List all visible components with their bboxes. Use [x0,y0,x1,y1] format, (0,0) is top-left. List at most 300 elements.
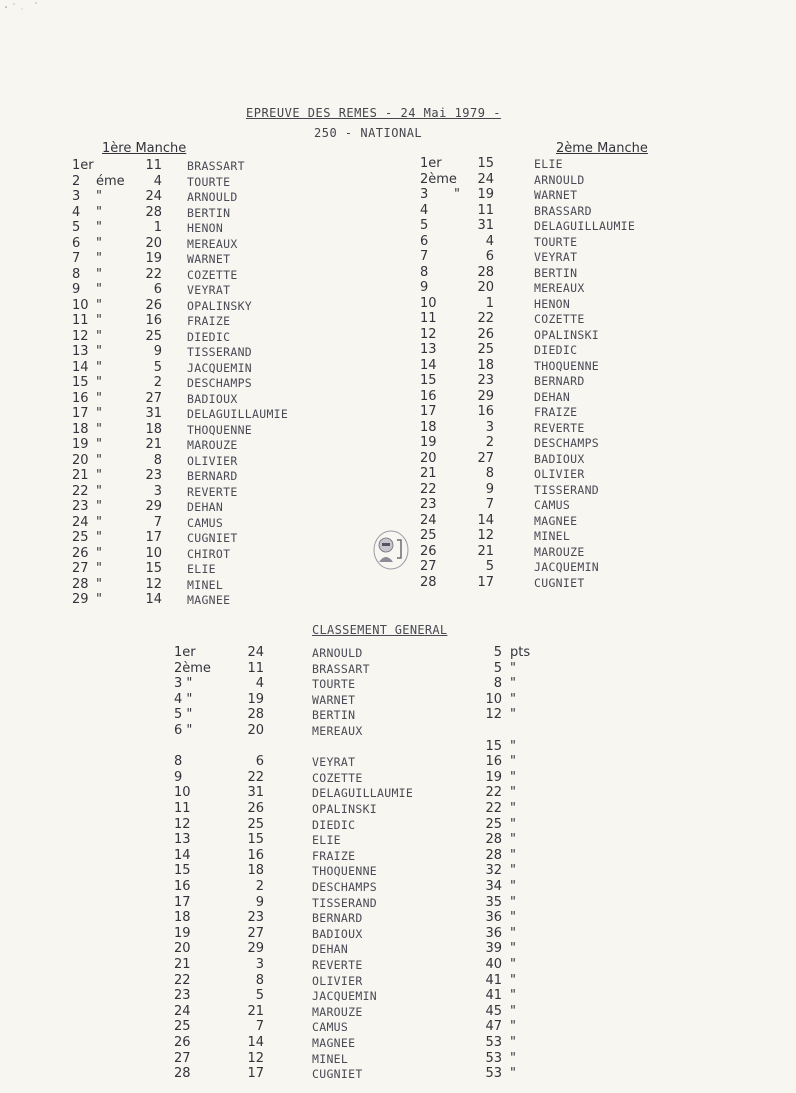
competitor-name: DIEDIC [534,343,578,357]
competitor-name: TISSERAND [187,345,253,359]
rank: 6 [72,235,81,251]
points-value: 39 [485,941,502,957]
competitor-name: JACQUEMIN [187,360,253,375]
points-unit: " [510,1035,516,1050]
competitor-name: ELIE [312,833,341,848]
competitor-number: 24 [145,189,162,204]
competitor-name: ARNOULD [187,190,238,204]
competitor-number: 2 [255,879,264,894]
points-unit: " [510,879,516,894]
points-value: 40 [485,957,502,972]
competitor-number: 17 [145,530,162,545]
competitor-name: HENON [187,221,224,235]
points-unit: " [510,988,516,1004]
competitor-number: 12 [477,528,494,543]
competitor-number: 3 [153,483,162,499]
competitor-number: 5 [153,359,162,375]
competitor-number: 4 [153,173,162,189]
competitor-name: MEREAUX [312,724,363,738]
rank: 19 [420,435,437,450]
competitor-name: TOURTE [187,174,231,189]
points-value: 28 [485,847,502,863]
competitor-name: REVERTE [534,420,585,435]
rank: 3 [72,189,81,204]
competitor-number: 26 [247,801,264,816]
general-heading: CLASSEMENT GENERAL [312,623,448,637]
competitor-name: COZETTE [187,267,238,282]
rank: 28 [72,576,89,592]
rank: 15 [174,863,191,879]
competitor-name: ARNOULD [312,646,363,660]
rank-mark: " [96,406,102,421]
competitor-number: 15 [145,561,162,576]
competitor-number: 9 [153,344,162,359]
competitor-name: MINEL [187,577,224,592]
rank: 17 [72,406,89,421]
rank: 10 [420,295,437,311]
competitor-number: 1 [485,295,494,311]
rank-mark: " [96,545,102,561]
competitor-name: BERNARD [534,374,585,388]
rank: 7 [420,249,429,264]
competitor-number: 22 [145,266,162,282]
rank: 20 [420,450,437,466]
rank: 14 [420,357,437,373]
rank-mark: éme [96,173,125,189]
rank: 27 [72,561,89,576]
rank: 6 [420,233,429,249]
points-unit: " [510,910,516,926]
rank: 16 [72,390,89,406]
competitor-number: 23 [477,373,494,388]
page-title: EPREUVE DES REMES - 24 Mai 1979 - [246,106,501,120]
competitor-number: 1 [153,220,162,235]
competitor-number: 5 [255,988,264,1004]
competitor-name: JACQUEMIN [534,560,600,574]
rank: 12 [174,816,191,832]
rank: 11 [420,311,437,326]
competitor-number: 18 [477,357,494,373]
competitor-number: 3 [255,957,264,972]
competitor-name: CUGNIET [312,1067,363,1082]
competitor-name: DIEDIC [312,817,356,832]
competitor-name: MAGNEE [187,593,231,607]
points-value: 45 [485,1003,502,1019]
competitor-name: HENON [534,296,571,311]
competitor-number: 21 [145,437,162,452]
rank-mark: " [96,266,102,282]
rank: 20 [72,452,89,468]
competitor-name: MINEL [534,529,571,543]
rank: 10 [72,297,89,313]
competitor-name: TOURTE [312,677,356,692]
competitor-name: DIEDIC [187,329,231,344]
points-unit: " [510,691,516,707]
competitor-name: FRAIZE [534,405,578,419]
points-unit: " [510,769,516,785]
rank: 25 [174,1019,191,1035]
competitor-name: BADIOUX [187,391,238,406]
competitor-name: DELAGUILLAUMIE [312,786,414,801]
competitor-name: REVERTE [312,958,363,972]
rank: 19 [72,437,89,452]
rank-mark: " [96,390,102,406]
competitor-name: MAROUZE [312,1004,363,1019]
competitor-name: THOQUENNE [312,864,378,879]
competitor-number: 16 [247,847,264,863]
rank: 28 [174,1066,191,1082]
competitor-number: 19 [145,251,162,266]
competitor-name: BRASSART [312,661,370,676]
rank: 22 [174,972,191,988]
points-unit: pts [510,645,531,660]
competitor-name: MAGNEE [534,513,578,528]
rank: 8 [72,266,81,282]
competitor-number: 31 [477,218,494,233]
competitor-number: 4 [485,233,494,249]
rank-mark: " [96,282,102,297]
rank-mark: " [96,483,102,499]
points-value: 36 [485,910,502,926]
rank-mark: " [96,235,102,251]
competitor-name: THOQUENNE [187,422,253,437]
rank: 9 [420,280,429,295]
stamp-logo [371,528,411,572]
competitor-number: 4 [255,676,264,692]
competitor-number: 31 [247,785,264,801]
competitor-number: 16 [477,404,494,419]
competitor-name: MAGNEE [312,1036,356,1050]
points-unit: " [510,894,516,910]
competitor-name: DELAGUILLAUMIE [187,407,289,421]
rank: 21 [72,468,89,483]
rank-mark: " [96,251,102,266]
competitor-number: 14 [477,512,494,528]
competitor-name: BADIOUX [534,451,585,466]
rank: 5 [72,220,81,235]
points-value: 8 [493,676,502,692]
competitor-number: 15 [477,156,494,171]
points-value: 5 [493,645,502,660]
rank: 24 [72,514,89,530]
points-value: 32 [485,863,502,879]
points-value: 41 [485,988,502,1004]
rank: 25 [72,530,89,545]
rank-mark: " [96,530,102,545]
competitor-number: 5 [485,559,494,574]
points-unit: " [510,832,516,848]
rank: 1er [72,158,94,173]
points-unit: " [510,676,516,692]
competitor-name: VEYRAT [312,755,356,770]
competitor-name: CAMUS [534,498,571,512]
competitor-name: BERNARD [312,911,363,926]
competitor-name: CUGNIET [187,531,238,545]
rank: 20 [174,941,191,957]
rank: 5 " [174,707,193,723]
competitor-name: BERTIN [312,708,356,723]
rank: 9 [72,282,81,297]
rank: 1er [174,645,196,660]
manche1-heading: 1ère Manche [102,141,187,156]
points-unit: " [510,847,516,863]
competitor-number: 27 [145,390,162,406]
rank: 17 [174,894,191,910]
points-value: 34 [485,879,502,894]
manche2-heading: 2ème Manche [556,141,648,156]
competitor-name: FRAIZE [312,848,356,863]
rank-mark: " [96,328,102,344]
rank: 12 [420,326,437,342]
competitor-number: 24 [477,171,494,187]
rank: 17 [420,404,437,419]
competitor-name: BRASSART [187,159,245,173]
rank-mark: " [96,561,102,576]
rank-mark: " [96,468,102,483]
rank-mark: " [96,452,102,468]
competitor-name: CAMUS [312,1020,349,1035]
competitor-number: 14 [145,592,162,607]
competitor-number: 28 [247,707,264,723]
points-unit: " [510,863,516,879]
points-unit: " [510,801,516,816]
rank: 10 [174,785,191,801]
competitor-name: MEREAUX [187,236,238,251]
rank: 16 [174,879,191,894]
rank-mark: " [96,344,102,359]
competitor-name: BERTIN [534,265,578,280]
competitor-name: JACQUEMIN [312,989,378,1004]
rank-mark: " [96,421,102,437]
rank: 2 [72,173,81,189]
competitor-number: 11 [247,660,264,676]
competitor-name: COZETTE [534,312,585,326]
rank: 27 [174,1050,191,1066]
competitor-number: 19 [477,187,494,202]
competitor-name: OPALINSKI [534,327,600,342]
rank: 23 [420,497,437,512]
rank-mark: " [96,359,102,375]
competitor-name: DEHAN [534,389,571,404]
competitor-name: MINEL [312,1051,349,1066]
points-value: 53 [485,1035,502,1050]
competitor-number: 19 [247,691,264,707]
rank: 22 [420,481,437,497]
competitor-number: 27 [477,450,494,466]
competitor-number: 2 [485,435,494,450]
competitor-number: 17 [477,574,494,590]
competitor-name: DEHAN [187,500,224,514]
rank: 28 [420,574,437,590]
points-value: 10 [485,691,502,707]
points-unit: " [510,972,516,988]
rank: 11 [174,801,191,816]
competitor-name: VEYRAT [187,283,231,297]
points-unit: " [510,816,516,832]
points-value: 28 [485,832,502,848]
rank: 2ème [174,660,211,676]
rank: 4 [72,204,81,220]
competitor-number: 26 [477,326,494,342]
points-unit: " [510,1066,516,1082]
competitor-name: DESCHAMPS [534,436,600,450]
competitor-name: FRAIZE [187,314,231,328]
competitor-name: WARNET [534,188,578,202]
rank: 25 [420,528,437,543]
rank: 24 [174,1003,191,1019]
competitor-number: 12 [145,576,162,592]
competitor-name: OLIVIER [534,467,585,481]
competitor-name: CAMUS [187,515,224,530]
competitor-number: 28 [477,264,494,280]
rank: 26 [174,1035,191,1050]
competitor-number: 22 [477,311,494,326]
competitor-number: 31 [145,406,162,421]
points-unit: " [510,925,516,941]
competitor-name: OPALINSKY [187,298,253,313]
competitor-name: MAROUZE [534,544,585,559]
competitor-number: 24 [247,645,264,660]
competitor-name: TOURTE [534,234,578,249]
competitor-number: 8 [485,466,494,481]
rank-mark: " [96,297,102,313]
page-subtitle: 250 - NATIONAL [314,126,423,140]
competitor-number: 21 [247,1003,264,1019]
competitor-number: 22 [247,769,264,785]
competitor-number: 23 [247,910,264,926]
competitor-number: 7 [485,497,494,512]
rank: 26 [72,545,89,561]
competitor-name: CUGNIET [534,575,585,590]
competitor-name: MAROUZE [187,438,238,452]
competitor-number: 21 [477,543,494,559]
competitor-name: WARNET [187,252,231,266]
competitor-number: 17 [247,1066,264,1082]
competitor-number: 27 [247,925,264,941]
rank: 3 [420,187,429,202]
points-value: 12 [485,707,502,723]
rank: 2ème [420,171,457,187]
rank: 29 [72,592,89,607]
competitor-name: VEYRAT [534,250,578,264]
rank: 11 [72,313,89,328]
rank: 22 [72,483,89,499]
rank: 18 [72,421,89,437]
rank: 12 [72,328,89,344]
competitor-name: MEREAUX [534,281,585,295]
rank: 4 [420,202,429,218]
points-value: 53 [485,1066,502,1082]
points-value: 36 [485,925,502,941]
rank: 13 [174,832,191,848]
rank-mark: " [96,204,102,220]
competitor-name: BERNARD [187,469,238,483]
rank-mark: " [96,576,102,592]
rank: 9 [174,769,183,785]
competitor-name: ELIE [534,157,563,171]
competitor-name: OPALINSKI [312,802,378,816]
rank-mark: " [96,514,102,530]
rank-mark: " [96,499,102,514]
competitor-number: 25 [145,328,162,344]
competitor-number: 2 [153,375,162,390]
competitor-name: WARNET [312,692,356,707]
rank: 19 [174,925,191,941]
competitor-name: TISSERAND [312,895,378,910]
rank: 5 [420,218,429,233]
rank: 18 [420,419,437,435]
competitor-number: 9 [255,894,264,910]
points-unit: " [510,785,516,801]
rank: 13 [72,344,89,359]
competitor-number: 11 [477,202,494,218]
rank: 4 " [174,691,193,707]
competitor-number: 29 [247,941,264,957]
competitor-name: DEHAN [312,942,349,957]
rank: 23 [72,499,89,514]
rank: 23 [174,988,191,1004]
points-value: 19 [485,769,502,785]
rank: 27 [420,559,437,574]
points-unit: " [510,707,516,723]
points-value: 35 [485,894,502,910]
rank: 1er [420,156,442,171]
competitor-name: ELIE [187,562,216,576]
competitor-name: CHIROT [187,546,231,561]
points-unit: " [510,957,516,972]
rank-mark: " [96,313,102,328]
competitor-number: 14 [247,1035,264,1050]
competitor-number: 11 [145,158,162,173]
rank: 6 " [174,723,193,738]
competitor-name: COZETTE [312,770,363,785]
rank: 15 [420,373,437,388]
competitor-number: 3 [485,419,494,435]
points-unit: " [510,941,516,957]
competitor-name: ARNOULD [534,172,585,187]
points-unit: " [510,660,516,676]
rank-mark: " [96,437,102,452]
competitor-name: BADIOUX [312,926,363,941]
points-value: 5 [493,660,502,676]
points-value: 41 [485,972,502,988]
competitor-number: 26 [145,297,162,313]
competitor-number: 8 [255,972,264,988]
points-value: 16 [485,754,502,770]
competitor-number: 29 [145,499,162,514]
rank: 8 [420,264,429,280]
rank: 21 [420,466,437,481]
rank: 3 " [174,676,193,692]
competitor-name: DESCHAMPS [312,880,378,894]
competitor-number: 29 [477,388,494,404]
competitor-number: 7 [255,1019,264,1035]
points-unit: " [510,1003,516,1019]
competitor-name: OLIVIER [312,973,363,988]
rank-mark: " [454,187,460,202]
competitor-name: OLIVIER [187,453,238,468]
rank: 7 [72,251,81,266]
competitor-name: BERTIN [187,205,231,220]
rank: 14 [174,847,191,863]
rank: 15 [72,375,89,390]
competitor-number: 9 [485,481,494,497]
rank: 26 [420,543,437,559]
rank-mark: " [96,189,102,204]
competitor-number: 7 [153,514,162,530]
rank: 18 [174,910,191,926]
points-unit: " [510,1019,516,1035]
